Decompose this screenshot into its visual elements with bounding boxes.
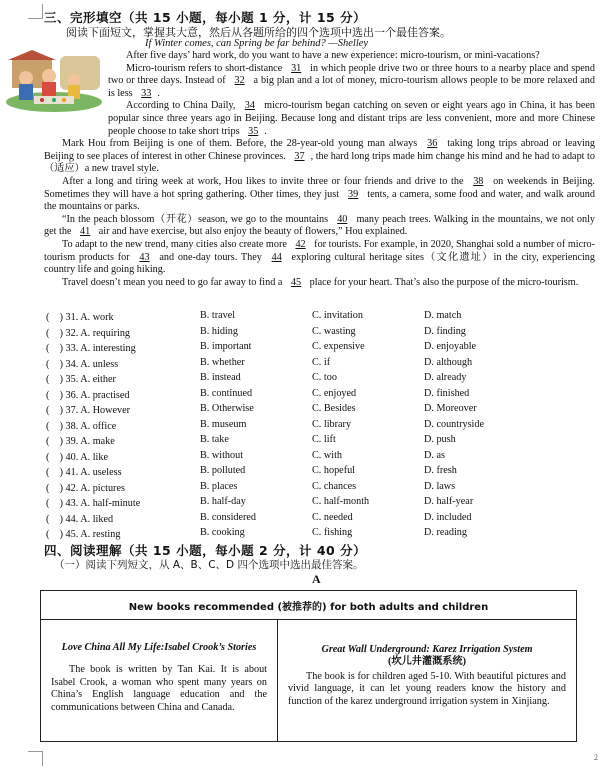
section3-instruction: 阅读下面短文，掌握其大意，然后从各题所给的四个选项中选出一个最佳答案。 (66, 26, 451, 39)
option-b: B. Otherwise (200, 403, 254, 415)
option-c: C. Besides (312, 403, 356, 415)
option-c: C. library (312, 418, 352, 430)
option-row (46, 417, 566, 433)
book-1-title: Love China All My Life:Isabel Crook’s Stories (61, 642, 257, 653)
question-option-a: ( ) 33. A. interesting (46, 343, 136, 355)
option-row (46, 370, 566, 386)
option-row (46, 525, 566, 541)
part-letter: A (312, 572, 321, 586)
option-row (46, 510, 566, 526)
option-d: D. finished (424, 387, 470, 399)
option-row (46, 463, 566, 479)
option-row (46, 448, 566, 464)
option-d: D. half-year (424, 496, 474, 508)
option-b: B. continued (200, 387, 253, 399)
option-c: C. needed (312, 511, 353, 523)
option-d: D. reading (424, 527, 467, 539)
option-b: B. hiding (200, 325, 238, 337)
option-c: C. hopeful (312, 465, 356, 477)
question-option-a: ( ) 41. A. useless (46, 467, 122, 479)
option-d: D. as (424, 449, 445, 461)
option-row (46, 308, 566, 324)
option-b: B. places (200, 480, 238, 492)
book-2-body: The book is for children aged 5-10. With beautiful pictures and vivid language, it can let young readers know the history and function of the karez underground irrigation system in Xinjiang. (288, 670, 566, 707)
option-b: B. museum (200, 418, 247, 430)
question-option-a: ( ) 31. A. work (46, 312, 114, 324)
option-b: B. whether (200, 356, 245, 368)
option-c: C. with (312, 449, 343, 461)
option-b: B. half-day (200, 496, 246, 508)
option-c: C. half-month (312, 496, 370, 508)
option-c: C. expensive (312, 341, 365, 353)
option-d: D. match (424, 310, 462, 322)
paragraph-2: Micro-tourism refers to short-distance 31 in which people drive two or three hours to a nearby place and spend two or three days. Instead of 32 a big plan and a lot of money, micro-tourism allows people to be more relaxed and is less 33 . (108, 62, 595, 99)
question-option-a: ( ) 42. A. pictures (46, 482, 125, 494)
books-table (40, 590, 577, 742)
option-b: B. take (200, 434, 229, 446)
paragraph-8: Travel doesn’t mean you need to go far away to find a 45 place for your heart. That’s also the purpose of the micro-tourism. (62, 276, 579, 288)
option-d: D. countryside (424, 418, 484, 430)
question-option-a: ( ) 40. A. like (46, 451, 108, 463)
option-row (46, 479, 566, 495)
option-c: C. lift (312, 434, 336, 446)
option-d: D. Moreover (424, 403, 477, 415)
question-option-a: ( ) 38. A. office (46, 420, 117, 432)
question-option-a: ( ) 45. A. resting (46, 529, 121, 541)
option-c: C. invitation (312, 310, 363, 322)
option-b: B. travel (200, 310, 236, 322)
book-1-body: The book is written by Tan Kai. It is about Isabel Crook, a woman who spent many years on China’s English language education and the communications between China and Canada. (51, 664, 267, 713)
book-2-subtitle: (坎儿井灌溉系统) (387, 656, 467, 668)
passage-title: If Winter comes, can Spring be far behind? —Shelley (145, 38, 369, 49)
option-row (46, 494, 566, 510)
option-c: C. enjoyed (312, 387, 357, 399)
option-d: D. already (424, 372, 467, 384)
option-b: B. polluted (200, 465, 246, 477)
options-list (46, 308, 566, 541)
books-table-header: New books recommended (被推荐的) for both adults and children (41, 591, 576, 620)
option-b: B. cooking (200, 527, 245, 539)
option-row (46, 386, 566, 402)
crop-mark-bottom (28, 751, 43, 766)
option-c: C. if (312, 356, 331, 368)
page-number: 2 (594, 753, 598, 762)
question-option-a: ( ) 39. A. make (46, 436, 115, 448)
section4-title: 四、阅读理解（共 15 小题，每小题 2 分，计 40 分） (44, 543, 367, 558)
option-c: C. wasting (312, 325, 356, 337)
question-option-a: ( ) 36. A. practised (46, 389, 130, 401)
option-row (46, 401, 566, 417)
option-b: B. instead (200, 372, 241, 384)
option-row (46, 355, 566, 371)
section3-title: 三、完形填空（共 15 小题，每小题 1 分，计 15 分） (44, 10, 367, 25)
paragraph-1: After five days’ hard work, do you want to have a new experience: micro-tourism, or mini-vacations? (126, 50, 540, 61)
paragraph-6: “In the peach blossom（开花）season, we go to the mountains 40 many peach trees. Walking in the mountains, we not only get the 41 air and have exercise, but also enjoy the beauty of flowers,” Hou explained. (44, 213, 595, 238)
question-option-a: ( ) 32. A. requiring (46, 327, 131, 339)
question-option-a: ( ) 44. A. liked (46, 513, 114, 525)
question-option-a: ( ) 34. A. unless (46, 358, 119, 370)
book-cell-2 (278, 620, 576, 741)
option-b: B. without (200, 449, 244, 461)
crop-mark-top (28, 4, 43, 19)
option-c: C. fishing (312, 527, 353, 539)
question-option-a: ( ) 37. A. However (46, 405, 131, 417)
option-b: B. considered (200, 511, 257, 523)
book-2-title: Great Wall Underground: Karez Irrigation System (321, 644, 533, 655)
option-d: D. finding (424, 325, 466, 337)
option-b: B. important (200, 341, 252, 353)
question-option-a: ( ) 43. A. half-minute (46, 498, 141, 510)
option-row (46, 339, 566, 355)
option-row (46, 324, 566, 340)
paragraph-5: After a long and tiring week at work, Hou likes to invite three or four friends and drive to the 38 on weekends in Beijing. Sometimes they will have a hot spring gathering. Other times, they just 39 tents, a camera, some food and water, and walk around the mountains or parks. (44, 175, 595, 213)
option-d: D. although (424, 356, 473, 368)
paragraph-3: According to China Daily, 34 micro-tourism began catching on seven or eight years ago in China, it has been popular since three years ago in Beijing. Because long and distant trips are less convenient, more and more Chinese people choose to take short trips 35 . (108, 100, 595, 137)
option-d: D. enjoyable (424, 341, 477, 353)
question-option-a: ( ) 35. A. either (46, 374, 116, 386)
option-d: D. fresh (424, 465, 457, 477)
cloze-passage (44, 50, 595, 289)
option-d: D. push (424, 434, 456, 446)
paragraph-7: To adapt to the new trend, many cities also create more 42 for tourists. For example, in 2020, Shanghai sold a number of micro-tourism products for 43 and one-day tours. They 44 exploring cultural heritage sites（文化遗址）in the city, experiencing country life and going hiking. (44, 238, 595, 276)
option-d: D. included (424, 511, 472, 523)
book-cell-1 (41, 620, 278, 741)
section4-subtitle: （一）阅读下列短文，从 A、B、C、D 四个选项中选出最佳答案。 (54, 559, 364, 571)
option-c: C. too (312, 372, 337, 384)
option-row (46, 432, 566, 448)
option-d: D. laws (424, 480, 456, 492)
paragraph-4: Mark Hou from Beijing is one of them. Before, the 28-year-old young man always 36 taking long trips abroad or leaving Beijing to see places of interest in other Chinese provinces. 37 , the hard long trips made him change his mind and he had to adapt to（适应）a new travel style. (44, 138, 595, 175)
option-c: C. chances (312, 480, 357, 492)
